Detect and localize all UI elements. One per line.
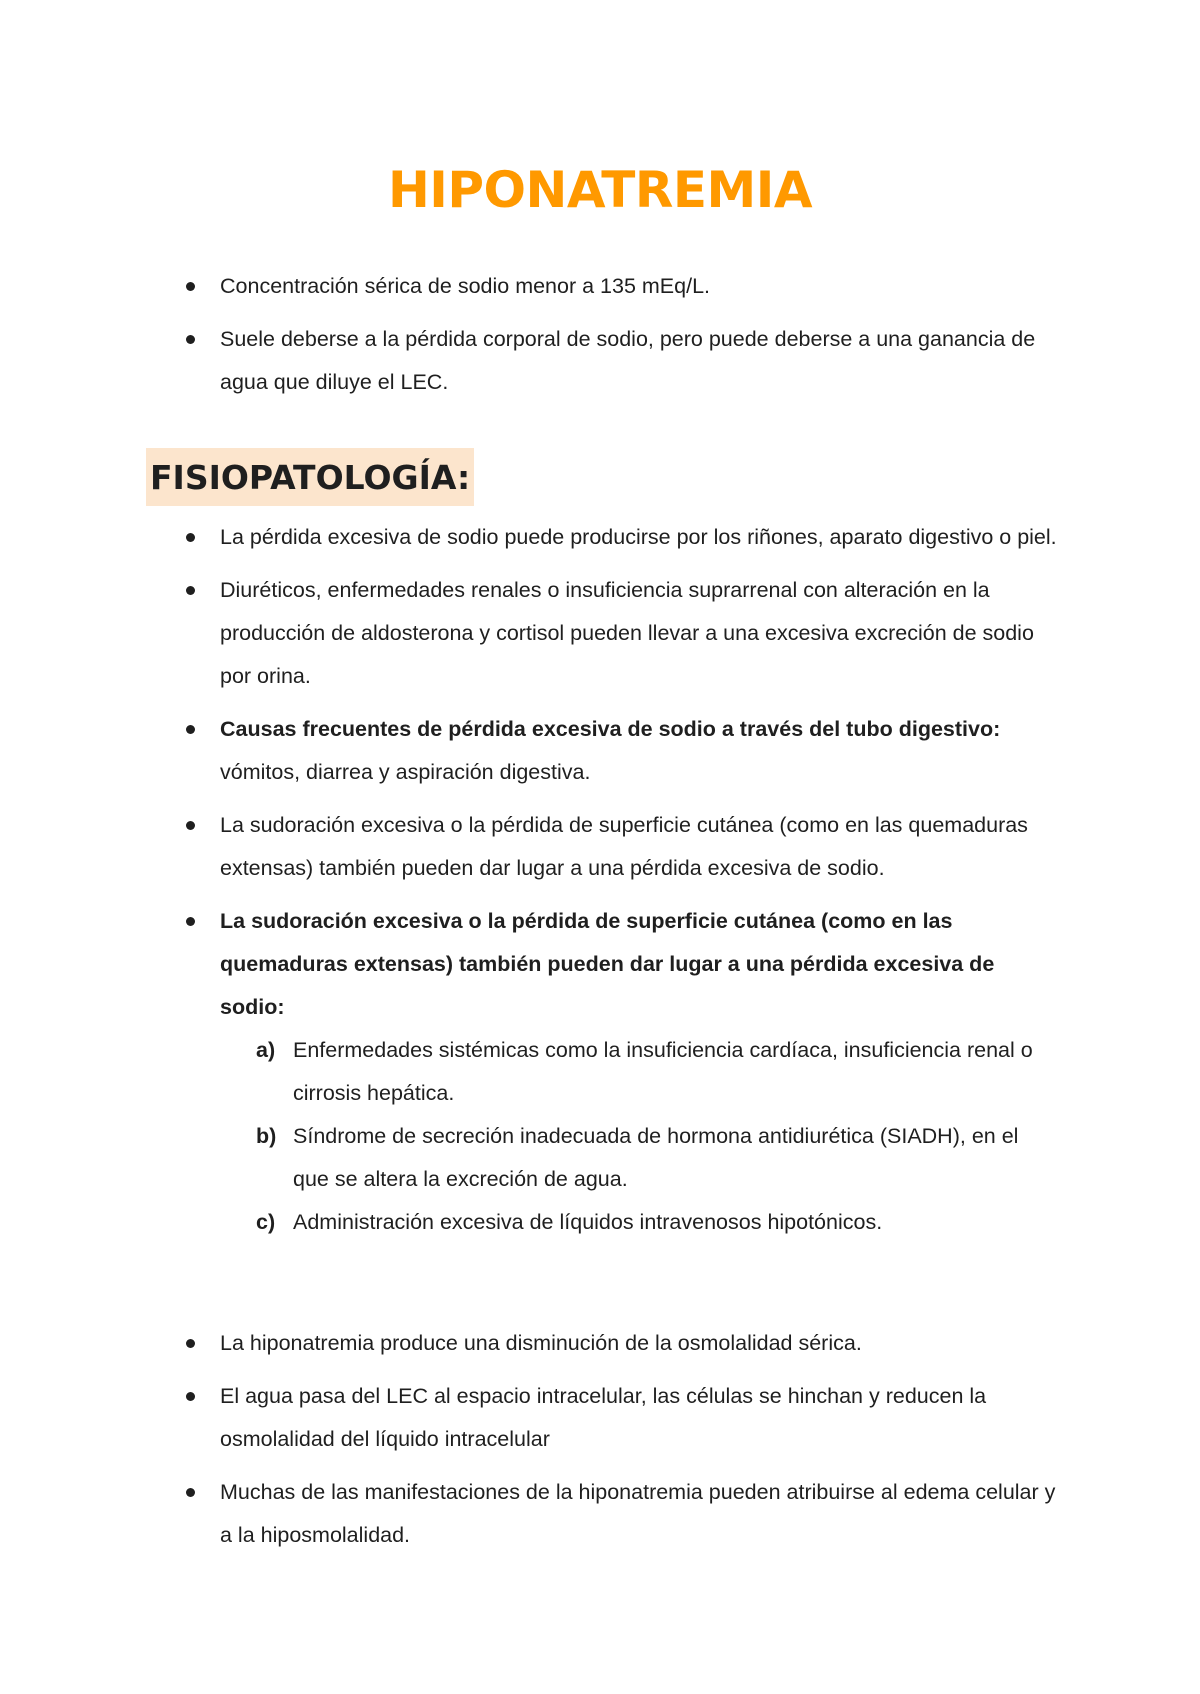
sub-list-text: Síndrome de secreción inadecuada de hormona antidiurética (SIADH), en el que se altera la excreción de agua. [293, 1124, 1019, 1191]
list-item-bold-text: La sudoración excesiva o la pérdida de superficie cutánea (como en las quemaduras extensas) también pueden dar lugar a una pérdida excesiva de sodio: [220, 909, 995, 1019]
list-item [0, 569, 1200, 698]
list-item [0, 265, 1200, 308]
list-item [0, 318, 1200, 404]
list-item-text: La pérdida excesiva de sodio puede producirse por los riñones, aparato digestivo o piel. [220, 525, 1057, 549]
sub-list-marker: a) [256, 1038, 276, 1062]
bullet-icon [186, 917, 195, 926]
bullet-icon [186, 821, 195, 830]
intro-list [0, 265, 1200, 414]
list-item-text: vómitos, diarrea y aspiración digestiva. [220, 760, 591, 784]
list-item [0, 516, 1200, 559]
list-item-text: Concentración sérica de sodio menor a 135 mEq/L. [220, 274, 710, 298]
list-item-text: El agua pasa del LEC al espacio intracelular, las células se hinchan y reducen la osmolalidad del líquido intracelular [220, 1384, 987, 1451]
bullet-icon [186, 282, 195, 291]
list-item [0, 804, 1200, 890]
list-item-text: Muchas de las manifestaciones de la hiponatremia pueden atribuirse al edema celular y a la hiposmolalidad. [220, 1480, 1056, 1547]
list-item [0, 1375, 1200, 1461]
sub-list-item [220, 1029, 1060, 1115]
bullet-icon [186, 533, 195, 542]
sub-list-text: Administración excesiva de líquidos intravenosos hipotónicos. [293, 1210, 883, 1234]
sub-list-marker: b) [256, 1124, 277, 1148]
bullet-icon [186, 586, 195, 595]
bullet-icon [186, 1339, 195, 1348]
consequences-list [0, 1322, 1200, 1567]
section-heading: FISIOPATOLOGÍA: [146, 448, 474, 506]
list-item-text: Suele deberse a la pérdida corporal de sodio, pero puede deberse a una ganancia de agua que diluye el LEC. [220, 327, 1036, 394]
list-item-text: Diuréticos, enfermedades renales o insuficiencia suprarrenal con alteración en la producción de aldosterona y cortisol pueden llevar a una excesiva excreción de sodio por orina. [220, 578, 1034, 688]
sub-list-marker: c) [256, 1210, 276, 1234]
bullet-icon [186, 1392, 195, 1401]
bullet-icon [186, 725, 195, 734]
bullet-icon [186, 335, 195, 344]
list-item [0, 1322, 1200, 1365]
sub-list-item [220, 1201, 1060, 1244]
sub-list-item [220, 1115, 1060, 1201]
list-item [0, 708, 1200, 794]
list-item [0, 900, 1200, 1244]
list-item [0, 1471, 1200, 1557]
fisiopatologia-list [0, 516, 1200, 1244]
sub-list-text: Enfermedades sistémicas como la insuficiencia cardíaca, insuficiencia renal o cirrosis hepática. [293, 1038, 1033, 1105]
sub-list [220, 1029, 1060, 1244]
page-title: HIPONATREMIA [387, 161, 813, 219]
bullet-icon [186, 1488, 195, 1497]
list-item-bold-text: Causas frecuentes de pérdida excesiva de sodio a través del tubo digestivo: [220, 717, 1001, 741]
list-item-text: La hiponatremia produce una disminución de la osmolalidad sérica. [220, 1331, 862, 1355]
list-item-text: La sudoración excesiva o la pérdida de superficie cutánea (como en las quemaduras extensas) también pueden dar lugar a una pérdida excesiva de sodio. [220, 813, 1028, 880]
